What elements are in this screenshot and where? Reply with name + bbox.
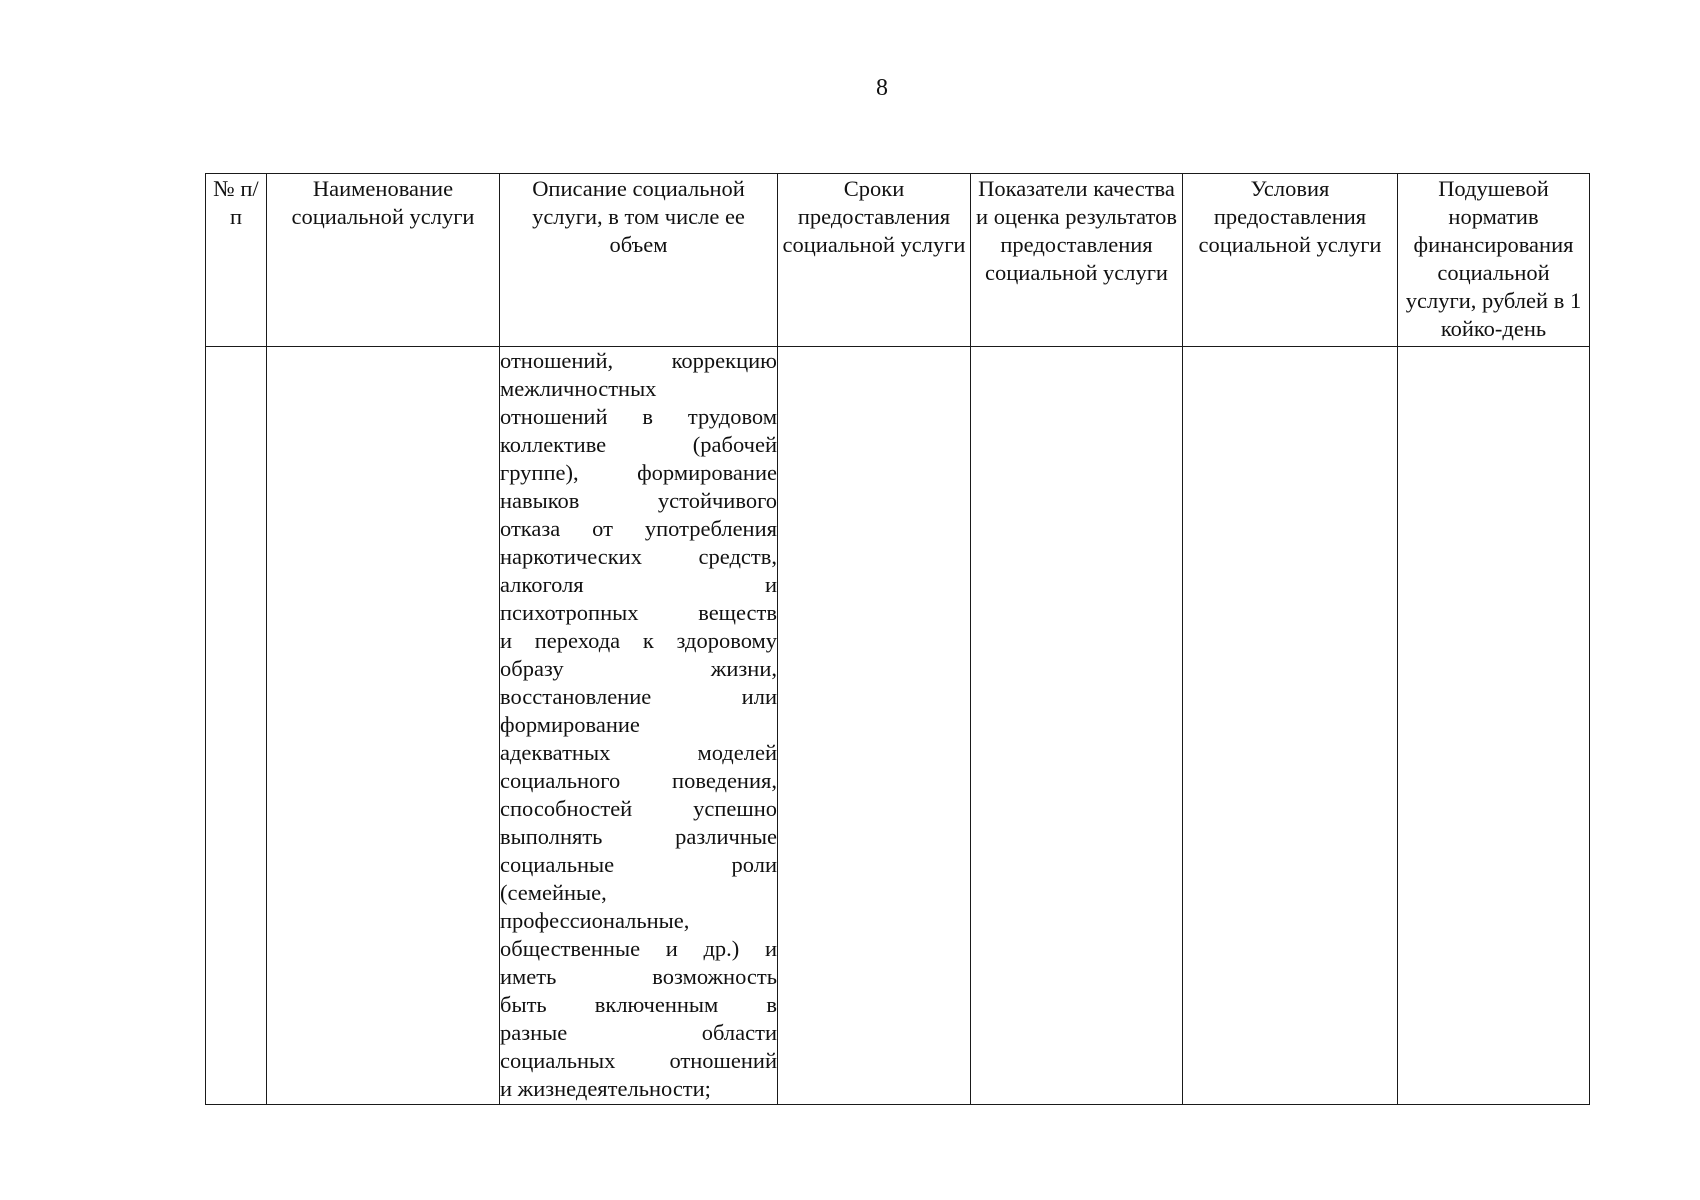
social-services-table <box>205 173 1590 1105</box>
header-service-description: Описание социальной услуги, в том числе ее объем <box>500 174 778 347</box>
description-line: коллективе (рабочей <box>500 432 777 457</box>
table-row <box>206 347 1590 1105</box>
cell-service-conditions <box>1183 347 1398 1105</box>
description-line: адекватных моделей <box>500 740 777 765</box>
description-line: социального поведения, <box>500 768 777 793</box>
header-number: № п/п <box>206 174 267 347</box>
description-line: иметь возможность <box>500 964 777 989</box>
description-line: восстановление или <box>500 684 777 709</box>
cell-quality-indicators <box>971 347 1183 1105</box>
description-line: отношений в трудовом <box>500 404 777 429</box>
description-line: (семейные, <box>500 880 607 905</box>
description-line: и жизнедеятельности; <box>500 1076 711 1101</box>
cell-number <box>206 347 267 1105</box>
header-service-conditions: Условия предоставления социальной услуги <box>1183 174 1398 347</box>
page-number: 8 <box>876 75 888 101</box>
header-service-terms: Сроки предоставления социальной услуги <box>778 174 971 347</box>
header-service-name: Наименование социальной услуги <box>267 174 500 347</box>
description-line: отношений, коррекцию <box>500 348 777 373</box>
description-line: отказа от употребления <box>500 516 777 541</box>
cell-service-terms <box>778 347 971 1105</box>
description-line: общественные и др.) и <box>500 936 777 961</box>
description-line: психотропных веществ <box>500 600 777 625</box>
cell-service-description <box>500 347 778 1105</box>
description-line: алкоголя и <box>500 572 777 597</box>
description-line: наркотических средств, <box>500 544 777 569</box>
description-line: формирование <box>500 712 640 737</box>
table-header-row <box>206 174 1590 347</box>
header-quality-indicators: Показатели качества и оценка результатов предоставления социальной услуги <box>971 174 1183 347</box>
description-line: межличностных <box>500 376 657 401</box>
description-line: разные области <box>500 1020 777 1045</box>
description-line: и перехода к здоровому <box>500 628 777 653</box>
description-line: социальные роли <box>500 852 777 877</box>
description-line: группе), формирование <box>500 460 777 485</box>
header-funding-norm: Подушевой норматив финансирования социальной услуги, рублей в 1 койко-день <box>1398 174 1590 347</box>
description-line: быть включенным в <box>500 992 777 1017</box>
description-line: образу жизни, <box>500 656 777 681</box>
cell-service-name <box>267 347 500 1105</box>
description-line: навыков устойчивого <box>500 488 777 513</box>
description-line: социальных отношений <box>500 1048 777 1073</box>
cell-funding-norm <box>1398 347 1590 1105</box>
description-line: выполнять различные <box>500 824 777 849</box>
description-line: способностей успешно <box>500 796 777 821</box>
description-line: профессиональные, <box>500 908 690 933</box>
